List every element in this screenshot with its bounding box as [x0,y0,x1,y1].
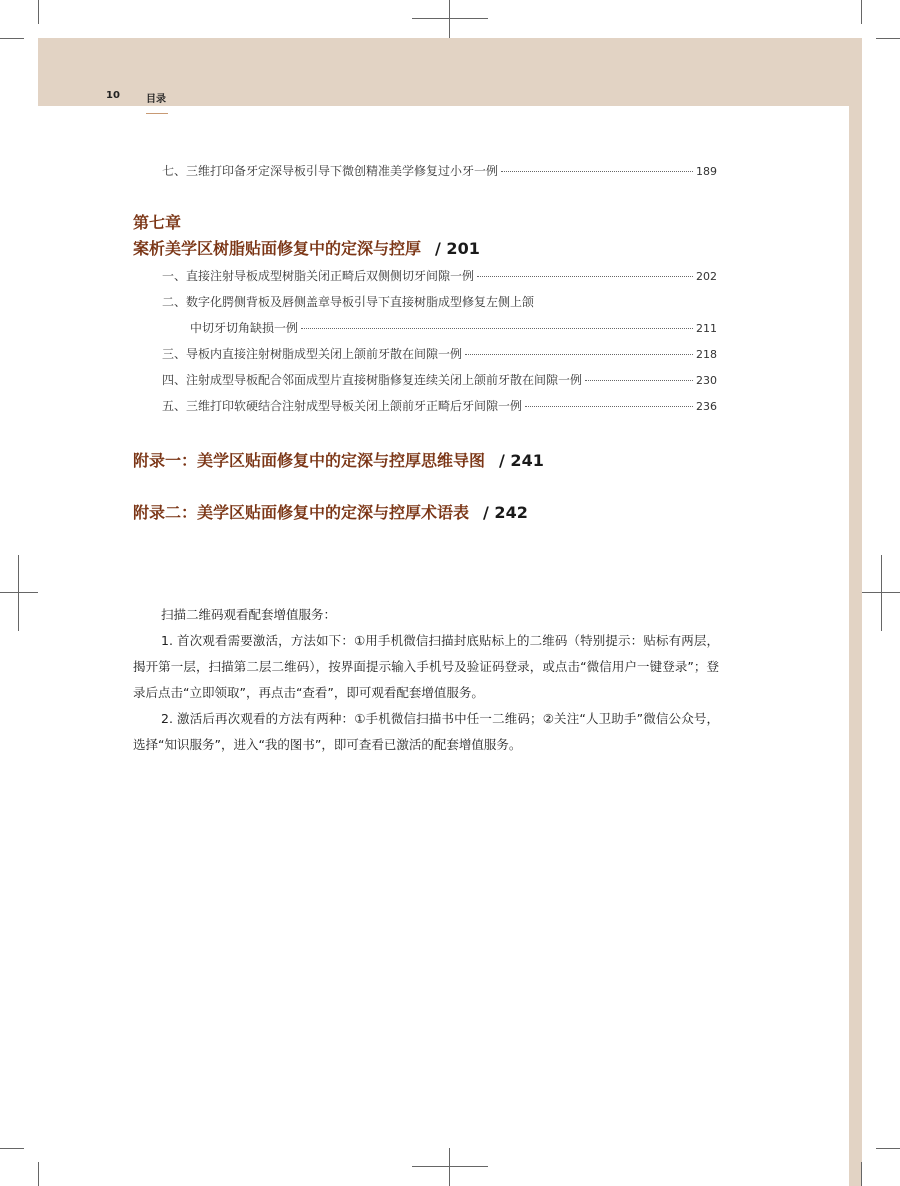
leader-dots [501,171,693,172]
chapter-page: / 201 [435,239,480,258]
toc-entry [162,162,717,180]
leader-dots [525,406,693,407]
toc-entry-title: 三、导板内直接注射树脂成型关闭上颌前牙散在间隙一例 [162,347,463,361]
toc-entry-page: 202 [696,270,717,283]
toc-entry-page: 236 [696,400,717,413]
toc-entry-title-line1: 二、数字化腭侧背板及唇侧盖章导板引导下直接树脂成型修复左侧上颌 [162,295,535,309]
appendix-1-title: 附录一：美学区贴面修复中的定深与控厚思维导图 [133,451,486,470]
leader-dots [465,354,693,355]
toc-entry-page: 218 [696,348,717,361]
appendix-1-page: / 241 [499,451,544,470]
toc-entry-page: 211 [696,322,717,335]
toc-entry [162,345,717,363]
toc-entry-title: 一、直接注射导板成型树脂关闭正畸后双侧侧切牙间隙一例 [162,269,475,283]
appendix-2-title: 附录二：美学区贴面修复中的定深与控厚术语表 [133,503,470,522]
service-notes [133,602,719,758]
appendix-2 [133,500,528,523]
page-number: 10 [106,90,120,101]
toc-entry [162,397,717,415]
toc-entry-title: 五、三维打印软硬结合注射成型导板关闭上颌前牙正畸后牙间隙一例 [162,399,523,413]
chapter-title-text: 案析美学区树脂贴面修复中的定深与控厚 [133,239,422,258]
toc-entry-title: 四、注射成型导板配合邻面成型片直接树脂修复连续关闭上颌前牙散在间隙一例 [162,373,583,387]
toc-entry [162,371,717,389]
leader-dots [477,276,693,277]
toc-entry-page: 230 [696,374,717,387]
running-head: 目录 [146,94,166,105]
notes-heading: 扫描二维码观看配套增值服务： [161,607,337,622]
side-band [849,38,862,1186]
toc-entry [162,267,717,285]
toc-entry-title-line2: 中切牙切角缺损一例 [190,321,299,335]
toc-entry [190,319,717,337]
leader-dots [585,380,693,381]
head-rule [146,113,168,114]
notes-item-1: 1. 首次观看需要激活，方法如下：①用手机微信扫描封底贴标上的二维码（特别提示：贴标有两层，揭开第一层，扫描第二层二维码），按界面提示输入手机号及验证码登录，或点击“微信用户一键登录”；登录后点击“立即领取”，再点击“查看”，即可观看配套增值服务。 [133,633,719,700]
leader-dots [301,328,693,329]
toc-entry-page: 189 [696,165,717,178]
appendix-2-page: / 242 [483,503,528,522]
notes-item-2: 2. 激活后再次观看的方法有两种：①手机微信扫描书中任一二维码；②关注“人卫助手”微信公众号，选择“知识服务”，进入“我的图书”，即可查看已激活的配套增值服务。 [133,711,719,752]
chapter-title [133,236,480,259]
toc-entry-title: 七、三维打印备牙定深导板引导下微创精准美学修复过小牙一例 [162,164,499,178]
chapter-label: 第七章 [133,213,182,232]
appendix-1 [133,448,544,471]
